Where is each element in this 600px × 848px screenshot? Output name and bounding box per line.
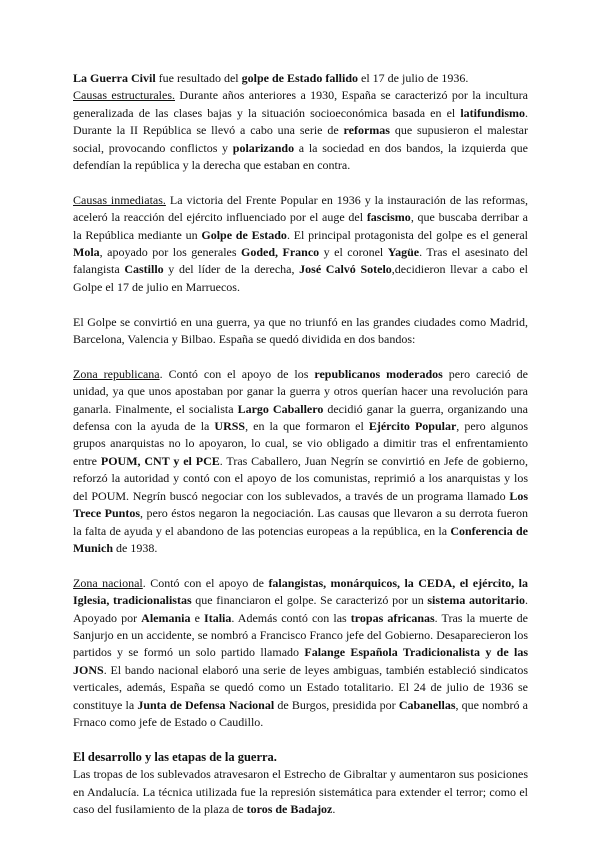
underlined-heading-text: Zona republicana (73, 366, 160, 381)
bold-text: Junta de Defensa Nacional (137, 697, 275, 712)
text-run: Las tropas de los sublevados atravesaron el Estrecho de Gibraltar y aumentaron sus posiciones en Andalucía. La técnica utilizada fue la represión sistemática para extender el terror; como el caso del fusilamiento de la plaza de (73, 767, 528, 816)
paragraph-golpe-guerra (73, 314, 528, 349)
text-run: fue resultado del (155, 71, 242, 85)
bold-text: Ejército Popular (368, 419, 457, 434)
paragraph-causas-inmediatas (73, 192, 528, 296)
bold-text: Largo Caballero (237, 401, 324, 416)
text-run: decidió ganar la guerra, organizando una defensa con la ayuda de la (73, 401, 528, 434)
document-page (73, 70, 528, 818)
underlined-heading-text: Causas inmediatas. (73, 192, 166, 207)
text-run: . Tras el asesinato del falangista (73, 245, 528, 277)
underlined-heading-text: Causas estructurales. (73, 88, 176, 103)
paragraph-gap (73, 557, 528, 574)
bold-text: sistema autoritario (427, 593, 525, 608)
bold-text: URSS (214, 419, 246, 434)
bold-text: Falange Española Tradicionalista y de las JONS (73, 645, 529, 677)
text-run: . Contó con el apoyo de los (159, 366, 315, 381)
text-run: el 17 de julio de 1936. (358, 71, 469, 85)
bold-text: republicanos moderados (314, 366, 443, 381)
bold-text: Mola (73, 245, 100, 260)
bold-text: polarizando (232, 140, 295, 155)
text-run: ,decidieron llevar a cabo el Golpe el 17 de julio en Marruecos. (73, 262, 529, 294)
text-run: . Contó con el apoyo de (142, 575, 269, 590)
text-run: . Durante la II República se llevó a cabo una serie de (73, 105, 528, 138)
text-run: , apoyado por los generales (99, 245, 242, 260)
paragraph-intro (73, 70, 528, 87)
text-run: . Apoyado por (73, 593, 528, 625)
text-run: . El bando nacional elaboró una serie de leyes ambiguas, también estableció sindicatos verticales, además, España se quedó como un Estado totalitario. El 24 de julio de 1936 se constituye la (73, 662, 528, 712)
bold-text: Italia (204, 610, 232, 625)
bold-text: tropas africanas (350, 610, 435, 625)
bold-text: toros de Badajoz (246, 801, 333, 816)
text-run: , pero algunos grupos anarquistas no lo apoyaron, lo cual, se vio obligado a dimitir tras el enfrentamiento entre (73, 419, 528, 468)
bold-text: La Guerra Civil (73, 71, 156, 85)
paragraph-desarrollo (73, 766, 528, 818)
bold-text: Goded, Franco (241, 245, 320, 260)
section-heading: El desarrollo y las etapas de la guerra. (73, 749, 277, 764)
text-run: , que nombró a Frnaco como jefe de Estado o Caudillo. (73, 697, 528, 729)
paragraph-gap (73, 296, 528, 313)
paragraph-gap (73, 348, 528, 365)
text-run: que supusieron el malestar social, provocando conflictos y (73, 123, 528, 155)
text-run: . Además contó con las (231, 610, 351, 625)
text-run: Durante años anteriores a 1930, España se caracterizó por la incultura generalizada de las clases bajas y la situación socioeconómica basada en el (73, 88, 528, 120)
bold-text: Yagüe (387, 245, 420, 260)
bold-text: Cabanellas (398, 697, 456, 712)
bold-text: POUM, CNT y el PCE (100, 453, 220, 468)
text-run: . El principal protagonista del golpe es el general (286, 227, 529, 242)
bold-text: reformas (343, 123, 390, 138)
text-run: de Burgos, presidida por (274, 697, 399, 712)
bold-text: golpe de Estado fallido (241, 71, 358, 85)
bold-text: Conferencia de Munich (73, 523, 528, 555)
bold-text: fascismo (366, 210, 411, 225)
paragraph-causas-estructurales (73, 87, 528, 174)
text-run: . Tras la muerte de Sanjurjo en un accidente, se nombró a Francisco Franco jefe del Gobierno. Desaparecieron los partidos y se formó un solo partido llamado (73, 610, 529, 660)
text-run: , pero éstos negaron la negociación. Las causas que llevaron a su derrota fueron la falta de ayuda y el abandono de las potencias europeas a la república, en la (73, 506, 529, 538)
text-run: que financiaron el golpe. Se caracterizó por un (191, 593, 428, 608)
text-run: y el coronel (319, 245, 388, 260)
paragraph-zona-republicana (73, 366, 528, 557)
bold-text: Alemania (141, 610, 191, 625)
text-run: , que buscaba derribar a la República mediante un (73, 210, 529, 242)
underlined-heading-text: Zona nacional (73, 575, 143, 590)
text-run: La victoria del Frente Popular en 1936 y la instauración de las reformas, aceleró la reacción del ejército influenciado por el auge del (73, 192, 528, 225)
bold-text: latifundismo (460, 105, 525, 120)
text-run: . Tras Caballero, Juan Negrín se convirtió en Jefe de gobierno, reforzó la autoridad y contó con el apoyo de los comunistas, reprimió a los anarquistas y los del POUM. Negrín buscó negociar con los sublevados, a través de un programa llamado (73, 453, 529, 503)
text-run: e (190, 610, 205, 625)
bold-text: Los Trece Puntos (73, 488, 528, 521)
text-run: a la sociedad en dos bandos, la izquierda que defendían la república y la derecha que estaban en contra. (73, 140, 528, 173)
paragraph-gap (73, 731, 528, 748)
bold-text: Castillo (124, 262, 164, 277)
text-run: pero careció de unidad, ya que unos apostaban por ganar la guerra y otros querían hacer una revolución para ganarla. Finalmente, el socialista (73, 366, 528, 416)
bold-text: José Calvó Sotelo (299, 262, 392, 277)
paragraph-zona-nacional (73, 575, 528, 732)
text-run: de 1938. (113, 540, 158, 555)
text-run: El Golpe se convirtió en una guerra, ya que no triunfó en las grandes ciudades como Madrid, Barcelona, Valencia y Bilbao. España se quedó dividida en dos bandos: (73, 314, 528, 347)
paragraph-gap (73, 174, 528, 191)
bold-text: Golpe de Estado (201, 227, 287, 242)
bold-text: falangistas, monárquicos, la CEDA, el ejército, la Iglesia, tradicionalistas (73, 575, 529, 608)
text-run: , en la que formaron el (245, 419, 369, 434)
text-run: . (332, 801, 336, 816)
text-run: y del líder de la derecha, (163, 262, 300, 277)
